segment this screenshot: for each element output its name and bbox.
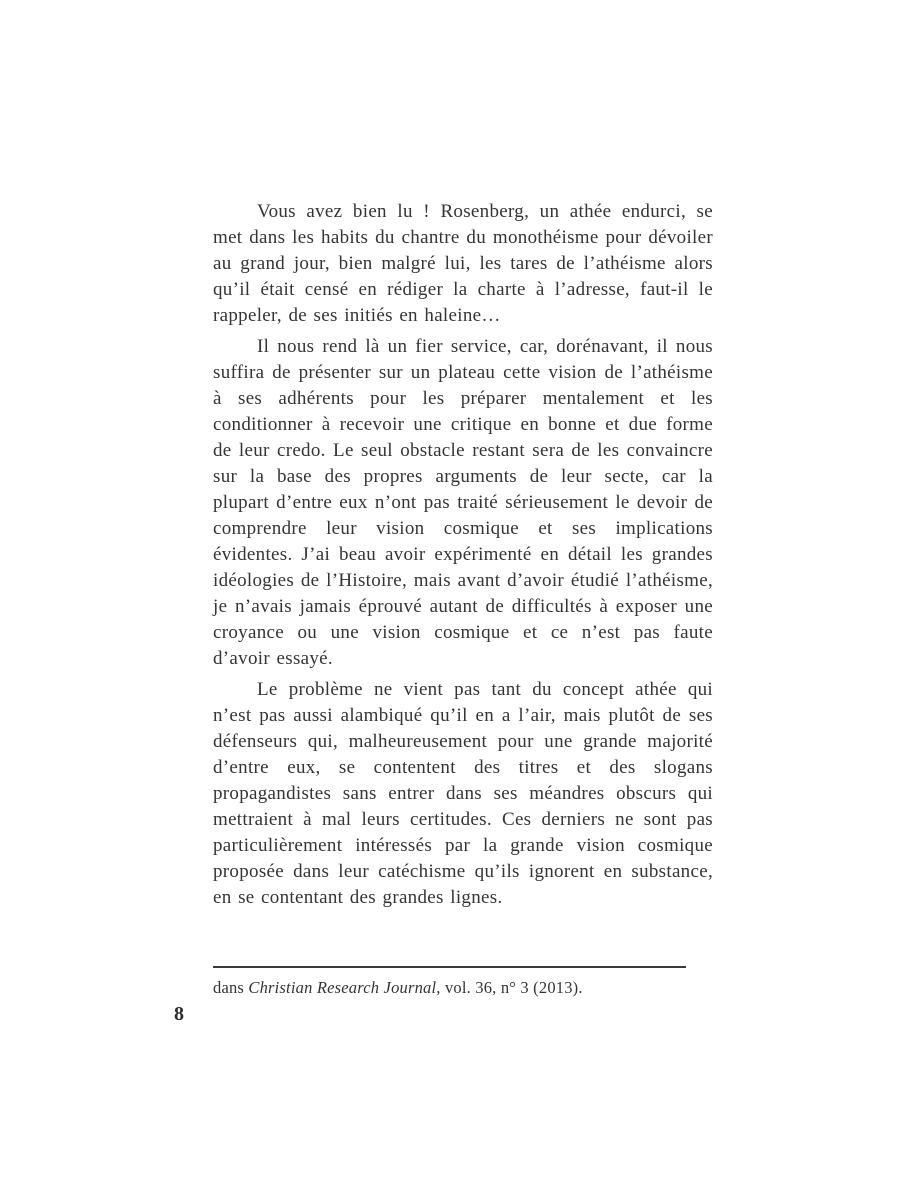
body-text-block — [213, 199, 713, 916]
paragraph: Le problème ne vient pas tant du concept athée qui n’est pas aussi alambiqué qu’il en a l’air, mais plutôt de ses défenseurs qui, malheureusement pour une grande majorité d’entre eux, se contentent des titres et des slogans propagandistes sans entrer dans ses méandres obscurs qui mettraient à mal leurs certitudes. Ces derniers ne sont pas particulièrement intéressés par la grande vision cosmique proposée dans leur catéchisme qu’ils ignorent en substance, en se contentant des grandes lignes. — [213, 679, 713, 908]
footnote-prefix: dans — [213, 978, 249, 997]
footnote-journal-title: Christian Research Journal — [248, 978, 437, 997]
footnote-block — [213, 966, 713, 999]
page-number: 8 — [174, 1003, 184, 1025]
footnote-text — [213, 977, 713, 999]
footnote-rule — [213, 966, 686, 968]
paragraph: Il nous rend là un fier service, car, dorénavant, il nous suffira de présenter sur un plateau cette vision de l’athéisme à ses adhérents pour les préparer mentalement et les conditionner à recevoir une critique en bonne et due forme de leur credo. Le seul obstacle restant sera de les convaincre sur la base des propres arguments de leur secte, car la plupart d’entre eux n’ont pas traité sérieusement le devoir de comprendre leur vision cosmique et ses implications évidentes. J’ai beau avoir expérimenté en détail les grandes idéologies de l’Histoire, mais avant d’avoir étudié l’athéisme, je n’avais jamais éprouvé autant de difficultés à exposer une croyance ou une vision cosmique et ce n’est pas faute d’avoir essayé. — [213, 336, 713, 669]
footnote-suffix: , vol. 36, n° 3 (2013). — [436, 978, 583, 997]
paragraph: Vous avez bien lu ! Rosenberg, un athée endurci, se met dans les habits du chantre du monothéisme pour dévoiler au grand jour, bien malgré lui, les tares de l’athéisme alors qu’il était censé en rédiger la charte à l’adresse, faut-il le rappeler, de ses initiés en haleine… — [213, 201, 713, 326]
